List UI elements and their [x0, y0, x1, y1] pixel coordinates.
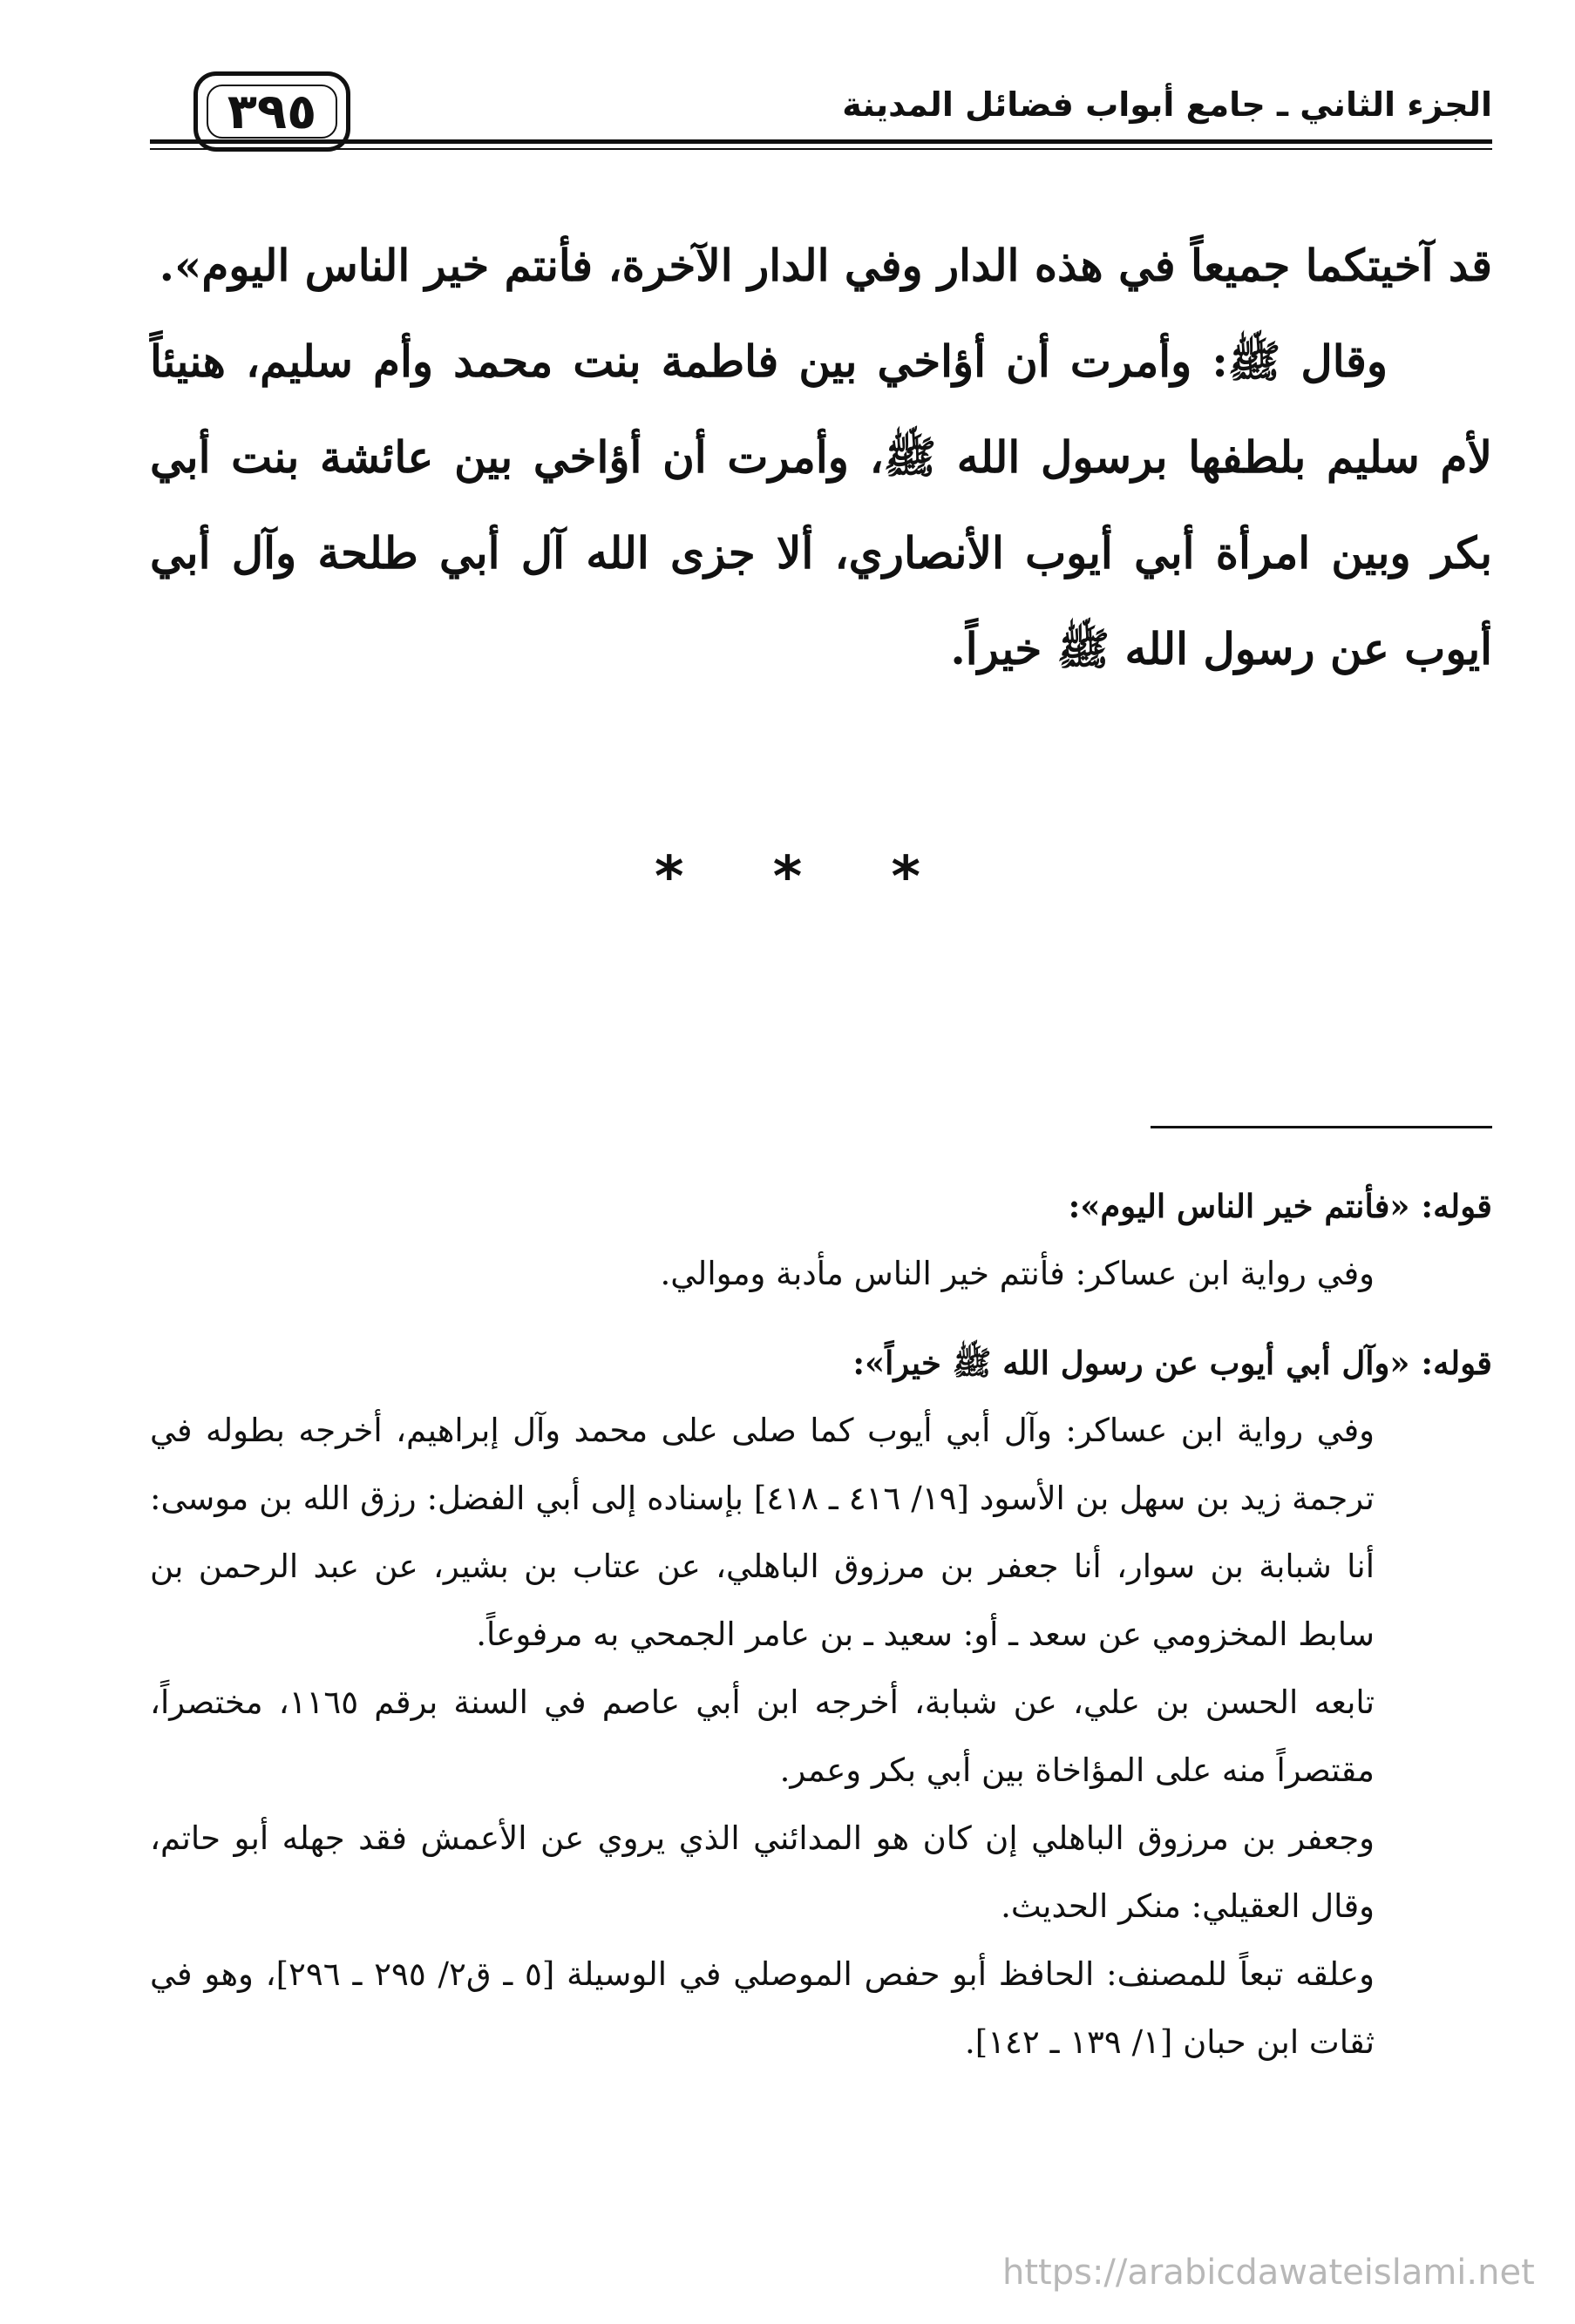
- footnote-2-text-2: تابعه الحسن بن علي، عن شبابة، أخرجه ابن أبي عاصم في السنة برقم ١١٦٥، مختصراً، مقتصراً منه على المؤاخاة بين أبي بكر وعمر.: [150, 1684, 1375, 1789]
- page-number: ٣٩٥: [227, 83, 317, 140]
- footnote-1-text: وفي رواية ابن عساكر: فأنتم خير الناس مأدبة وموالي.: [660, 1255, 1375, 1292]
- footnote-2-text-4: وعلقه تبعاً للمصنف: الحافظ أبو حفص الموصلي في الوسيلة [٥ ـ ق٢/ ٢٩٥ ـ ٢٩٦]، وهو في ثقات ابن حبان [١/ ١٣٩ ـ ١٤٢].: [150, 1955, 1375, 2061]
- header-rule-thin: [150, 148, 1492, 150]
- footnotes: [150, 1172, 1492, 2077]
- footnote-rule: [1151, 1126, 1492, 1128]
- main-paragraph-1: قد آخيتكما جميعاً في هذه الدار وفي الدار الآخرة، فأنتم خير الناس اليوم».: [159, 240, 1492, 291]
- main-paragraph-2: وقال ﷺ: وأمرت أن أؤاخي بين فاطمة بنت محمد وأم سليم، هنيئاً لأم سليم بلطفها برسول الله ﷺ، وأمرت أن أؤاخي بين عائشة بنت أبي بكر وبين امرأة أبي أيوب الأنصاري، ألا جزى الله آل أبي طلحة وآل أبي أيوب عن رسول الله ﷺ خيراً.: [150, 335, 1492, 674]
- watermark-url: https://arabicdawateislami.net: [1002, 2253, 1535, 2293]
- footnote-2-heading: قوله: «وآل أبي أيوب عن رسول الله ﷺ خيراً»:: [852, 1344, 1492, 1382]
- footnote-2-text-1: وفي رواية ابن عساكر: وآل أبي أيوب كما صلى على محمد وآل إبراهيم، أخرجه بطوله في ترجمة زيد بن سهل بن الأسود [١٩/ ٤١٦ ـ ٤١٨] بإسناده إلى أبي الفضل: رزق الله بن موسى: أنا شبابة بن سوار، أنا جعفر بن مرزوق الباهلي، عن عتاب بن بشير، عن عبد الرحمن بن سابط المخزومي عن سعد ـ أو: سعيد ـ بن عامر الجمحي به مرفوعاً.: [150, 1412, 1375, 1653]
- header-rule: [150, 139, 1492, 144]
- main-text: [150, 218, 1492, 697]
- section-separator: * * *: [655, 845, 955, 910]
- footnote-1-heading: قوله: «فأنتم خير الناس اليوم»:: [1068, 1187, 1492, 1225]
- running-header-title: الجزء الثاني ـ جامع أبواب فضائل المدينة: [842, 85, 1492, 124]
- footnote-2-text-3: وجعفر بن مرزوق الباهلي إن كان هو المدائني الذي يروي عن الأعمش فقد جهله أبو حاتم، وقال العقيلي: منكر الحديث.: [150, 1819, 1375, 1925]
